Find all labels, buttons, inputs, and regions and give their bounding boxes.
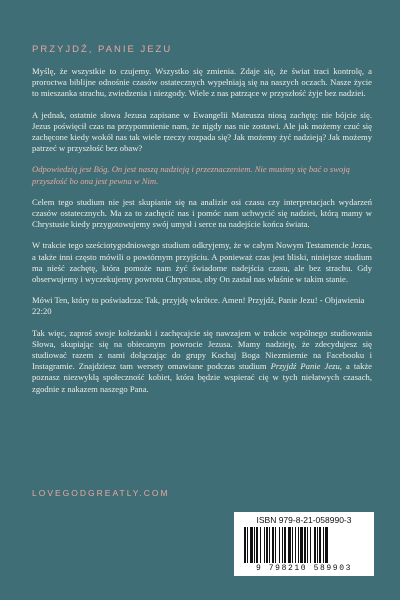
barcode-bar <box>254 527 255 563</box>
paragraph-intro: Myślę, że wszystkie to czujemy. Wszystko się zmienia. Zdaje się, że świat traci kontrolę, a proroctwa biblijne odnośnie czasów ostatecznych wypełniają się na naszych oczach. Nasze życie to mieszanka strachu, zwiedzenia i niezgody. Wiele z nas patrzące w przyszłość żyje bez nadziei. <box>32 66 372 99</box>
barcode-bar <box>279 527 280 563</box>
barcode-bar <box>264 527 265 563</box>
highlight-quote: Odpowiedzią jest Bóg. On jest naszą nadzieją i przeznaczeniem. Nie musimy się bać o swoją przyszłość bo ona jest pewna w Nim. <box>32 164 350 186</box>
page-title: PRZYJDŹ, PANIE JEZU <box>32 44 173 55</box>
barcode-bar <box>266 527 268 563</box>
paragraph-invitation <box>32 328 372 395</box>
barcode-bar <box>250 527 253 563</box>
invitation-text: Tak więc, zaproś swoje koleżanki i zachęcajcie się nawzajem w trakcie wspólnego studiowania Słowa, skupiając się na obiecanym powrocie Jezusa. Mamy nadzieję, że zdecydujesz się studiować razem z nami dołączając do grupy Kochaj Boga Niezmiernie na Facebooku i Instagramie. Znajdziesz tam wersety omawiane podczas studium <box>32 327 372 372</box>
paragraph-study-goal: Celem tego studium nie jest skupianie się na analizie osi czasu czy interpretacjach wydarzeń czasów ostatecznych. Ma za to zachęcić nas i pomóc nam uchwycić się nadziei, którą mamy w Chrystusie kiedy przygotowujemy swój umysł i serce na nadejście końca świata. <box>32 196 372 230</box>
barcode-bar <box>298 527 299 563</box>
invitation-text-end: , a także poznasz niezwykłą społeczność kobiet, która będzie wspierać cię w tych niełatwych czasach, zgodnie z nakazem naszego Pana. <box>32 361 372 394</box>
barcode-bar <box>323 527 324 563</box>
barcode-bar <box>317 527 318 563</box>
barcode-bar <box>319 527 321 563</box>
barcode-bar <box>272 527 274 563</box>
barcode-bar <box>314 527 316 563</box>
barcode-bar <box>304 527 306 563</box>
study-title: Przyjdź Panie Jezu <box>270 361 340 372</box>
barcode-bar <box>295 527 296 563</box>
barcode-bar <box>284 527 286 563</box>
barcode-bar <box>300 527 303 563</box>
barcode-bar <box>256 527 258 563</box>
barcode-bar <box>325 527 328 563</box>
back-cover-text <box>32 66 372 405</box>
barcode-bar <box>275 527 276 563</box>
isbn-label: ISBN 979-8-21-058990-3 <box>256 515 352 525</box>
paragraph-encouragement: A jednak, ostatnie słowa Jezusa zapisane w Ewangelii Mateusza niosą zachętę: nie bójcie się. Jezus poświęcił czas na przypomnienie nam, że nigdy nas nie zostawi. Ale jak możemy czuć się zachęcone kiedy wokół nas tak wiele rzeczy rozpada się? Jak możemy żyć nadzieją? Jak możemy patrzeć w przyszłość bez obaw? <box>32 109 372 154</box>
barcode-bar <box>310 527 311 563</box>
barcode-bar <box>260 527 261 563</box>
barcode-number: 9 798210 589903 <box>255 564 352 573</box>
scripture-quote: Mówi Ten, który to poświadcza: Tak, przyjdę wkrótce. Amen! Przyjdź, Panie Jezu! - Objawienia 22:20 <box>32 295 365 317</box>
barcode-bar <box>282 527 283 563</box>
barcode-bar <box>269 527 270 563</box>
barcode-bars <box>244 527 366 563</box>
barcode-bar <box>244 527 246 563</box>
isbn-barcode <box>234 512 374 576</box>
barcode-bar <box>307 527 308 563</box>
barcode-bar <box>292 527 293 563</box>
website-link[interactable]: LOVEGODGREATLY.COM <box>32 488 170 498</box>
paragraph-study-overview: W trakcie tego sześciotygodniowego studium odkryjemy, że w całym Nowym Testamencie Jezus, a także inni często mówili o powtórnym przyjściu. A ponieważ czas jest bliski, niniejsze studium ma nieść zachętę, która pomoże nam żyć świadome nadejścia czasu, ale bez strachu. Gdy obserwujemy i wyczekujemy powrotu Chrystusa, oby On zastał nas właśnie w takim stanie. <box>32 240 372 285</box>
barcode-bar <box>288 527 291 563</box>
barcode-bar <box>247 527 248 563</box>
